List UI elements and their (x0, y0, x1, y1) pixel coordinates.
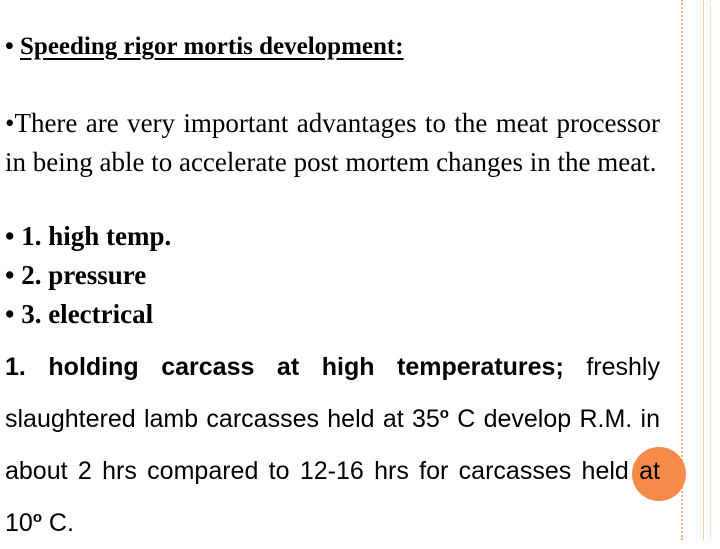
intro-bullet: • (5, 108, 15, 138)
decorative-border-right (710, 0, 711, 540)
degree-superscript: o (439, 405, 449, 422)
method-bullet: • (5, 221, 15, 251)
method-text: 2. pressure (21, 260, 147, 290)
method-item-electrical (5, 299, 153, 330)
detail-text-1: freshly slaughtered lamb carcasses held at 35 (5, 353, 660, 433)
slide-heading (5, 33, 404, 61)
detail-paragraph (5, 341, 660, 549)
intro-text: There are very important advantages to the meat processor in being able to accelerate post mortem changes in the meat. (5, 108, 660, 177)
method-item-pressure (5, 260, 146, 291)
heading-bullet: • (5, 33, 14, 60)
detail-text-3: C. (41, 509, 74, 537)
method-text: 3. electrical (21, 299, 154, 329)
detail-lead: 1. holding carcass at high temperatures; (5, 353, 564, 381)
method-bullet: • (5, 260, 15, 290)
method-item-high-temp (5, 221, 171, 252)
method-text: 1. high temp. (21, 221, 172, 251)
intro-paragraph (5, 104, 660, 182)
detail-text-2: C develop R.M. in about 2 hrs compared to 12-16 hrs for carcasses held at 10 (5, 405, 660, 537)
method-bullet: • (5, 299, 15, 329)
degree-superscript: o (32, 509, 42, 526)
decorative-border-middle (703, 0, 704, 540)
heading-text: Speeding rigor mortis development: (20, 33, 404, 60)
